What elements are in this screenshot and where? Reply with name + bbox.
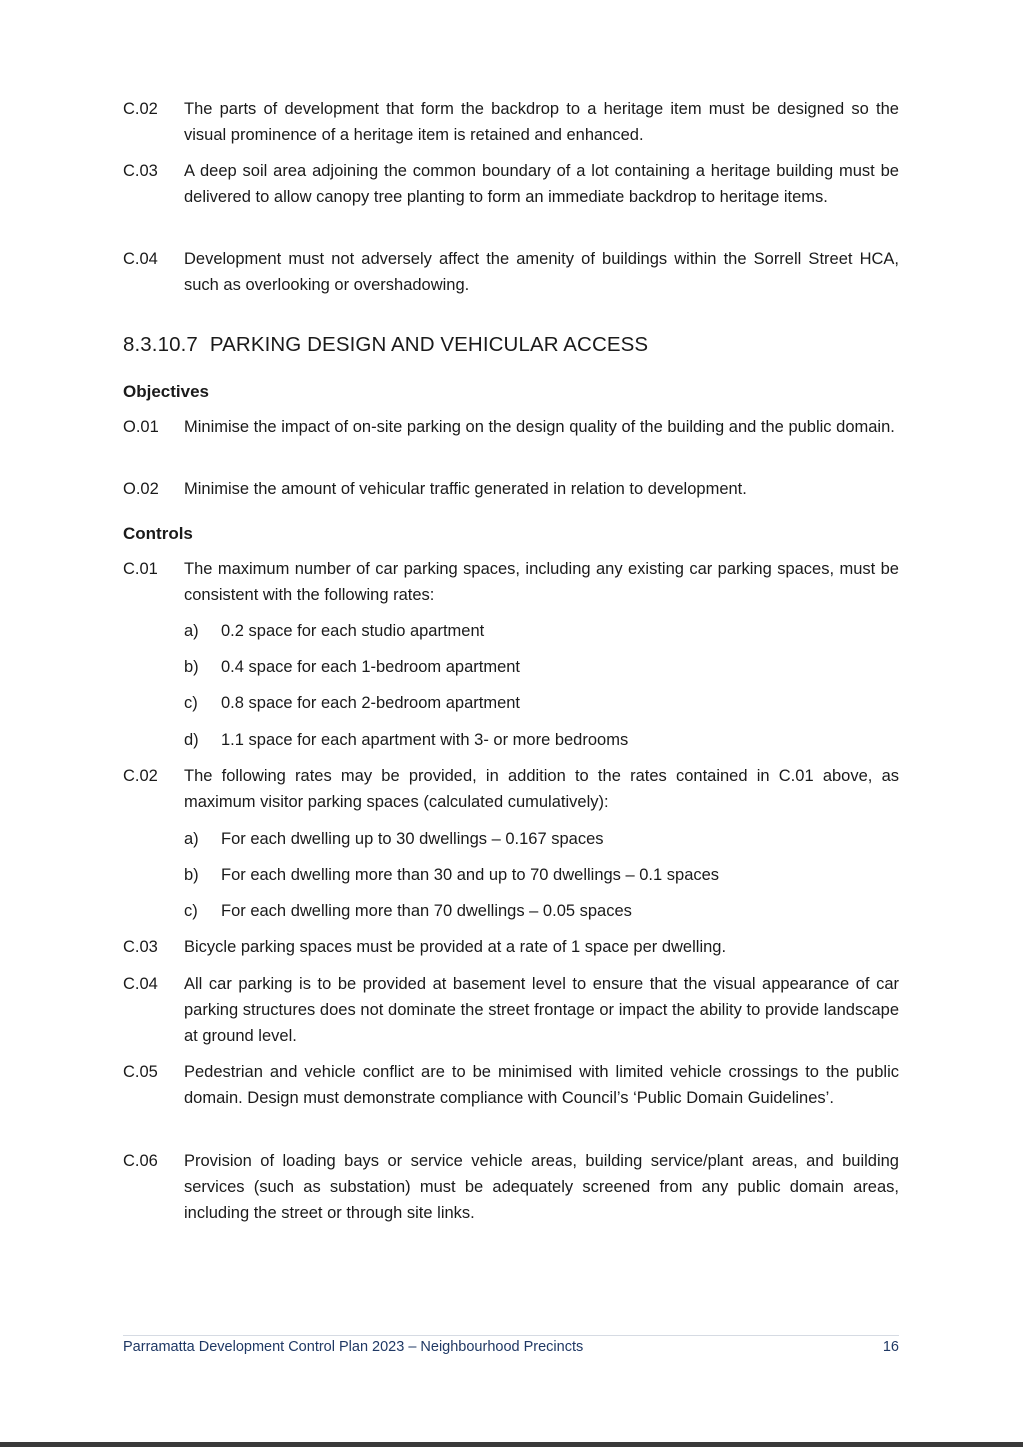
controls-heading: Controls xyxy=(123,524,193,543)
sub-item xyxy=(184,618,899,644)
page-number: 16 xyxy=(882,1339,899,1355)
control-code: C.04 xyxy=(123,250,158,268)
section-title: PARKING DESIGN AND VEHICULAR ACCESS xyxy=(209,333,649,356)
sub-item xyxy=(184,862,899,888)
objective-o02 xyxy=(123,476,899,502)
sub-item-text: 0.2 space for each studio apartment xyxy=(221,622,485,640)
control-c01 xyxy=(123,556,899,608)
control-code: C.05 xyxy=(123,1063,158,1081)
page-bottom-edge xyxy=(0,1442,1023,1447)
sub-item-text: For each dwelling more than 70 dwellings – 0.05 spaces xyxy=(221,902,632,920)
control-text: Provision of loading bays or service vehicle areas, building service/plant areas, and building services (such as substation) must be adequately screened from any public domain areas, including the street or through site links. xyxy=(184,1152,899,1222)
control-c02 xyxy=(123,763,899,815)
heritage-control-c04 xyxy=(123,246,899,298)
control-text: The parts of development that form the backdrop to a heritage item must be designed so the visual prominence of a heritage item is retained and enhanced. xyxy=(184,100,899,144)
control-code: C.03 xyxy=(123,938,158,956)
heritage-control-c02 xyxy=(123,96,899,148)
control-code: C.02 xyxy=(123,100,158,118)
objective-text: Minimise the amount of vehicular traffic generated in relation to development. xyxy=(184,480,747,498)
control-code: C.03 xyxy=(123,162,158,180)
objective-text: Minimise the impact of on-site parking on the design quality of the building and the public domain. xyxy=(184,418,895,436)
sub-item-letter: b) xyxy=(184,658,199,676)
control-text: All car parking is to be provided at basement level to ensure that the visual appearance of car parking structures does not dominate the street frontage or impact the ability to provide landscape at ground level. xyxy=(184,975,899,1045)
control-code: C.06 xyxy=(123,1152,158,1170)
sub-item-letter: a) xyxy=(184,622,199,640)
sub-item-text: For each dwelling more than 30 and up to 70 dwellings – 0.1 spaces xyxy=(221,866,720,884)
sub-item-letter: b) xyxy=(184,866,199,884)
objectives-heading: Objectives xyxy=(123,382,209,401)
objective-o01 xyxy=(123,414,899,440)
sub-item-text: 1.1 space for each apartment with 3- or more bedrooms xyxy=(221,731,629,749)
control-code: C.01 xyxy=(123,560,158,578)
control-c04 xyxy=(123,971,899,1049)
control-text: The following rates may be provided, in addition to the rates contained in C.01 above, as maximum visitor parking spaces (calculated cumulatively): xyxy=(184,767,899,811)
sub-item-letter: c) xyxy=(184,902,198,920)
footer-title: Parramatta Development Control Plan 2023 – Neighbourhood Precincts xyxy=(123,1339,584,1355)
control-text: The maximum number of car parking spaces, including any existing car parking spaces, must be consistent with the following rates: xyxy=(184,560,899,604)
sub-item-letter: a) xyxy=(184,830,199,848)
control-c03 xyxy=(123,934,899,960)
control-code: C.04 xyxy=(123,975,158,993)
control-c06 xyxy=(123,1148,899,1226)
sub-item-text: 0.4 space for each 1-bedroom apartment xyxy=(221,658,521,676)
control-text: A deep soil area adjoining the common boundary of a lot containing a heritage building must be delivered to allow canopy tree planting to form an immediate backdrop to heritage items. xyxy=(184,162,899,206)
sub-item xyxy=(184,898,899,924)
section-number: 8.3.10.7 xyxy=(123,333,198,356)
sub-item-letter: c) xyxy=(184,694,198,712)
sub-item-text: For each dwelling up to 30 dwellings – 0.167 spaces xyxy=(221,830,604,848)
sub-item-letter: d) xyxy=(184,731,199,749)
control-c05 xyxy=(123,1059,899,1111)
sub-item xyxy=(184,654,899,680)
sub-item xyxy=(184,826,899,852)
section-heading xyxy=(123,331,648,359)
sub-item xyxy=(184,690,899,716)
control-text: Bicycle parking spaces must be provided at a rate of 1 space per dwelling. xyxy=(184,938,727,956)
control-code: C.02 xyxy=(123,767,158,785)
control-text: Pedestrian and vehicle conflict are to be minimised with limited vehicle crossings to the public domain. Design must demonstrate compliance with Council’s ‘Public Domain Guidelines’. xyxy=(184,1063,899,1107)
sub-item-text: 0.8 space for each 2-bedroom apartment xyxy=(221,694,521,712)
control-text: Development must not adversely affect the amenity of buildings within the Sorrell Street HCA, such as overlooking or overshadowing. xyxy=(184,250,899,294)
objective-code: O.01 xyxy=(123,418,159,436)
objective-code: O.02 xyxy=(123,480,159,498)
sub-item xyxy=(184,727,899,753)
heritage-control-c03 xyxy=(123,158,899,210)
